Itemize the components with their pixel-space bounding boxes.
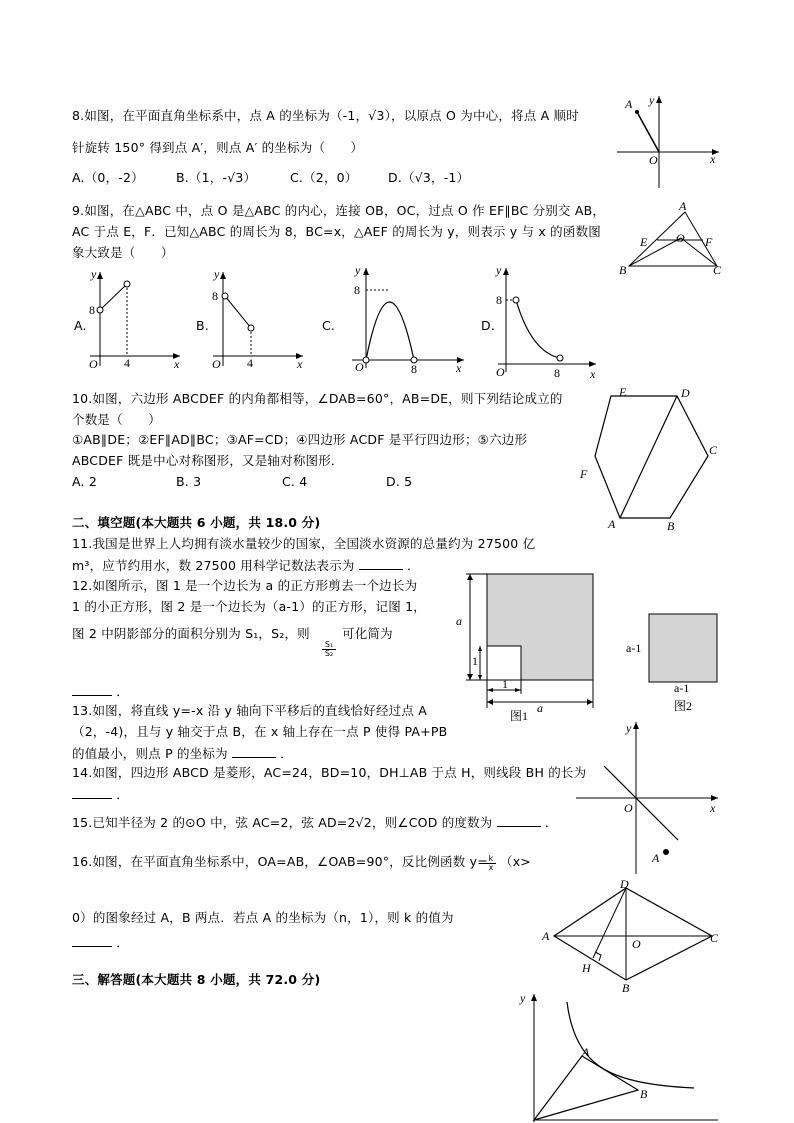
q14-line-2	[72, 786, 129, 803]
q16-line-1: 16.如图，在平面直角坐标系中，OA=AB，∠OAB=90°，反比例函数 y=	[72, 854, 488, 869]
q9-graph-d-x8: 8	[554, 366, 560, 380]
q11-line-2	[72, 557, 420, 574]
q10-hexagon-figure	[575, 382, 725, 532]
q9-graph-c-o: O	[355, 360, 364, 374]
q9-graph-c	[332, 264, 468, 374]
q12-answer-blank[interactable]	[72, 683, 112, 696]
q16-y-axis-label: y	[520, 991, 526, 1005]
q8-line-1: 8.如图，在平面直角坐标系中，点 A 的坐标为（-1，√3），以原点 O 为中心，将点 A 顺时	[72, 108, 579, 123]
q16-answer-blank[interactable]	[72, 934, 112, 947]
q14-label-h: H	[582, 961, 591, 975]
q10-line-2: 个数是（ ）	[72, 412, 161, 427]
q10-line-1: 10.如图，六边形 ABCDEF 的内角都相等，∠DAB=60°，AB=DE，则下列结论成立的	[72, 391, 563, 406]
q9-line-1: 9.如图，在△ABC 中，点 O 是△ABC 的内心，连接 OB，OC，过点 O 作 EF∥BC 分别交 AB，	[72, 203, 606, 218]
q9-label-e: E	[640, 235, 648, 249]
q12-label-1-left: 1	[472, 654, 478, 668]
q14-answer-blank[interactable]	[72, 786, 112, 799]
q10-label-c: C	[709, 443, 718, 457]
q14-label-b: B	[622, 981, 630, 995]
q12-line-3-end: 可化简为	[342, 626, 393, 641]
q12-label-a-minus-1-left: a-1	[626, 641, 642, 655]
q9-triangle-figure	[617, 200, 727, 280]
q9-graph-d-label: D.	[481, 318, 495, 333]
q10-line-3: ①AB∥DE；②EF∥AD∥BC；③AF=CD；④四边形 ACDF 是平行四边形；⑤六边形	[72, 432, 528, 447]
q9-graph-b-x: x	[297, 357, 303, 371]
q12-label-1-bottom: 1	[502, 677, 508, 691]
q13-line-1: 13.如图，将直线 y=-x 沿 y 轴向下平移后的直线恰好经过点 A	[72, 703, 427, 718]
q8-option-c: C.（2，0）	[290, 170, 358, 185]
q12-line-4	[72, 683, 129, 700]
q13-line-3-text: 的值最小，则点 P 的坐标为	[72, 746, 228, 761]
q8-x-axis-label: x	[710, 152, 716, 166]
q12-fraction-denominator: S₂	[322, 649, 336, 658]
q9-graph-c-y: y	[355, 263, 361, 277]
q9-graph-b-y: y	[214, 267, 220, 281]
q13-point-a-label: A	[652, 851, 660, 865]
q13-line-3	[72, 745, 293, 762]
section-answer-heading: 三、解答题(本大题共 8 小题，共 72.0 分)	[72, 972, 321, 987]
q12-caption-2: 图2	[674, 699, 693, 713]
q9-graph-c-x: x	[456, 361, 462, 375]
q9-label-o: O	[676, 231, 685, 245]
q9-graph-b-8: 8	[212, 289, 218, 303]
q14-line-2-end: ．	[116, 787, 129, 802]
q12-label-a-minus-1-bottom: a-1	[674, 681, 690, 695]
q12-fraction-numerator: S₁	[324, 640, 334, 649]
q16-line-3	[72, 934, 129, 951]
q14-line-1: 14.如图，四边形 ABCD 是菱形，AC=24，BD=10，DH⊥AB 于点 H，则线段 BH 的长为	[72, 765, 587, 780]
q16-line-2: 0）的图象经过 A，B 两点．若点 A 的坐标为（n，1），则 k 的值为	[72, 910, 454, 925]
q11-answer-blank[interactable]	[359, 557, 403, 570]
q8-option-d: D.（√3，-1）	[388, 170, 470, 185]
q9-label-c: C	[713, 263, 722, 277]
q10-label-f: F	[580, 467, 588, 481]
q14-label-a: A	[542, 929, 550, 943]
q15-line-1-text: 15.已知半径为 2 的⊙O 中，弦 AC=2，弦 AD=2√2，则∠COD 的度数为	[72, 815, 493, 830]
q8-option-b: B.（1，-√3）	[176, 170, 257, 185]
q12-figure-1	[452, 568, 612, 728]
q11-line-2-text: m³，应节约用水，数 27500 用科学记数法表示为	[72, 558, 355, 573]
q11-line-1: 11.我国是世界上人均拥有淡水量较少的国家，全国淡水资源的总量约为 27500 亿	[72, 536, 536, 551]
q9-line-2: AC 于点 E，F．已知△ABC 的周长为 8，BC=x，△AEF 的周长为 y，则表示 y 与 x 的函数图	[72, 224, 601, 239]
q9-graph-c-x8: 8	[411, 362, 417, 376]
q16-fraction	[486, 855, 496, 872]
q13-x-axis-label: x	[710, 801, 716, 815]
q9-graph-b-4: 4	[247, 356, 253, 370]
q10-label-e: E	[619, 385, 627, 399]
q9-graph-d-8: 8	[496, 293, 502, 307]
q11-line-2-end: ．	[406, 558, 420, 573]
q13-line-3-end: ．	[280, 746, 293, 761]
q9-graph-c-label: C.	[322, 318, 336, 333]
q9-graph-b-o: O	[212, 357, 221, 371]
q12-fraction	[322, 641, 336, 658]
q12-line-2: 1 的小正方形，图 2 是一个边长为（a-1）的正方形，记图 1，	[72, 599, 426, 614]
q8-option-a: A.（0，-2）	[72, 170, 144, 185]
q16-line-3-end: ．	[116, 935, 129, 950]
q14-label-d: D	[620, 877, 629, 891]
q10-option-a: A. 2	[72, 474, 98, 489]
q15-answer-blank[interactable]	[497, 814, 541, 827]
q10-label-b: B	[667, 519, 675, 533]
q12-label-a-left: a	[456, 614, 462, 628]
q16-line-1-end: （x>	[500, 854, 531, 869]
q9-graph-d-y: y	[496, 263, 502, 277]
q8-y-axis-label: y	[649, 93, 655, 107]
q13-answer-blank[interactable]	[232, 745, 276, 758]
q13-line-2: （2，-4)，且与 y 轴交于点 B，在 x 轴上存在一点 P 使得 PA+PB	[72, 724, 448, 739]
q9-line-3: 象大致是（ ）	[72, 245, 174, 260]
q9-label-f: F	[705, 235, 713, 249]
q12-line-3: 图 2 中阴影部分的面积分别为 S₁，S₂，则	[72, 626, 310, 641]
q9-graph-a-y: y	[91, 267, 97, 281]
q12-caption-1: 图1	[510, 709, 529, 723]
q14-label-c: C	[710, 931, 719, 945]
q10-line-4: ABCDEF 既是中心对称图形，又是轴对称图形．	[72, 453, 344, 468]
q10-label-d: D	[681, 386, 690, 400]
q9-label-a: A	[679, 199, 687, 213]
q14-rhombus-figure	[538, 876, 728, 996]
q9-graph-b	[205, 266, 305, 372]
q13-coordinate-figure	[572, 718, 722, 878]
section-fill-in-heading: 二、填空题(本大题共 6 小题，共 18.0 分)	[72, 515, 321, 530]
q9-graph-c-8: 8	[354, 283, 360, 297]
q10-option-d: D. 5	[386, 474, 413, 489]
q15-line-1	[72, 814, 558, 831]
q10-option-b: B. 3	[176, 474, 202, 489]
q12-label-a-bottom: a	[537, 701, 543, 715]
q9-graph-a-label: A.	[74, 318, 87, 333]
q9-graph-a-o: O	[89, 357, 98, 371]
q9-graph-a	[82, 266, 182, 372]
q12-figure-2	[622, 608, 732, 718]
q9-graph-d-o: O	[496, 365, 505, 379]
q8-origin-label: O	[649, 153, 658, 167]
q16-point-b-label: B	[640, 1087, 648, 1101]
q9-label-b: B	[619, 263, 627, 277]
q14-label-o: O	[632, 937, 641, 951]
q13-origin-label: O	[624, 801, 633, 815]
q8-coordinate-figure	[615, 90, 725, 190]
q10-option-c: C. 4	[282, 474, 308, 489]
q8-line-2: 针旋转 150° 得到点 A′，则点 A′ 的坐标为（ ）	[72, 140, 364, 155]
q10-label-a: A	[608, 517, 616, 531]
q8-point-a-label: A	[625, 97, 633, 111]
q9-graph-b-label: B.	[196, 318, 209, 333]
q9-graph-d-x: x	[590, 367, 596, 381]
q9-graph-a-4: 4	[124, 356, 130, 370]
q16-hyperbola-figure	[512, 986, 722, 1123]
q16-fraction-numerator: k	[488, 854, 494, 863]
q12-line-1: 12.如图所示，图 1 是一个边长为 a 的正方形剪去一个边长为	[72, 578, 418, 593]
q12-line-4-end: ．	[116, 684, 129, 699]
q16-fraction-denominator: x	[486, 863, 496, 872]
q9-graph-d	[492, 264, 602, 380]
q13-y-axis-label: y	[626, 721, 632, 735]
q15-line-1-end: ．	[544, 815, 558, 830]
q16-point-a-label: A	[582, 1045, 590, 1059]
q9-graph-a-x: x	[174, 357, 180, 371]
q9-graph-a-8: 8	[89, 303, 95, 317]
